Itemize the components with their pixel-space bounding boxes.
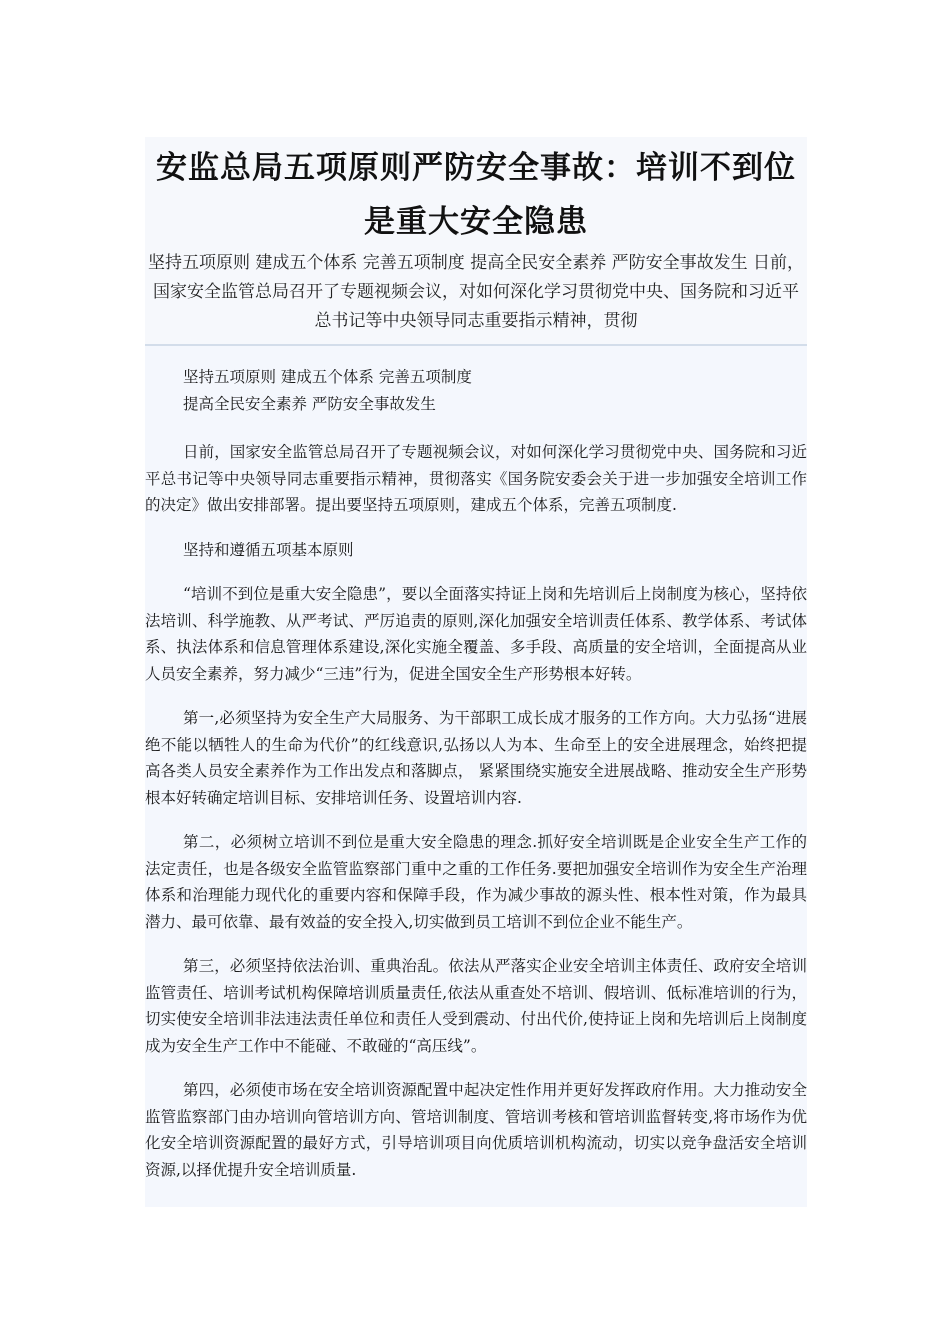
body-paragraph: 第二，必须树立培训不到位是重大安全隐患的理念.抓好安全培训既是企业安全生产工作的法定责任，也是各级安全监管监察部门重中之重的工作任务.要把加强安全培训作为安全生产治理体系和治理能力现代化的重要内容和保障手段，作为减少事故的源头性、根本性对策，作为最具潜力、最可依靠、最有效益的安全投入,切实做到员工培训不到位企业不能生产。 [145,833,807,931]
body-paragraph: 第三，必须坚持依法治训、重典治乱。依法从严落实企业安全培训主体责任、政府安全培训监管责任、培训考试机构保障培训质量责任,依法从重查处不培训、假培训、低标准培训的行为，切实使安全培训非法违法责任单位和责任人受到震动、付出代价,使持证上岗和先培训后上岗制度成为安全生产工作中不能碰、不敢碰的“高压线”。 [145,957,807,1055]
body-paragraph: 第一,必须坚持为安全生产大局服务、为干部职工成长成才服务的工作方向。大力弘扬“进展绝不能以牺牲人的生命为代价”的红线意识,弘扬以人为本、生命至上的安全进展理念，始终把提高各类人员安全素养作为工作出发点和落脚点， 紧紧围绕实施安全进展战略、推动安全生产形势根本好转确定培训目标、安排培训任务、设置培训内容. [145,709,807,807]
body-paragraph: 日前，国家安全监管总局召开了专题视频会议，对如何深化学习贯彻党中央、国务院和习近平总书记等中央领导同志重要指示精神，贯彻落实《国务院安委会关于进一步加强安全培训工作的决定》做出安排部署。提出要坚持五项原则，建成五个体系，完善五项制度. [145,443,807,514]
body-paragraph: 第四，必须使市场在安全培训资源配置中起决定性作用并更好发挥政府作用。大力推动安全监管监察部门由办培训向管培训方向、管培训制度、管培训考核和管培训监督转变,将市场作为优化安全培训资源配置的最好方式，引导培训项目向优质培训机构流动，切实以竞争盘活安全培训资源,以择优提升安全培训质量. [145,1081,807,1179]
article-title: 安监总局五项原则严防安全事故：培训不到位是重大安全隐患 [156,150,796,240]
lead-line: 坚持五项原则 建成五个体系 完善五项制度 [183,368,472,386]
section-heading: 坚持和遵循五项基本原则 [183,540,354,559]
body-paragraph: “培训不到位是重大安全隐患”，要以全面落实持证上岗和先培训后上岗制度为核心，坚持依法培训、科学施教、从严考试、严厉追责的原则,深化加强安全培训责任体系、教学体系、考试体系、执法体系和信息管理体系建设,深化实施全覆盖、多手段、高质量的安全培训，全面提高从业人员安全素养，努力减少“三违”行为，促进全国安全生产形势根本好转。 [145,585,807,683]
article-body [145,346,807,1207]
article-summary: 坚持五项原则 建成五个体系 完善五项制度 提高全民安全素养 严防安全事故发生 日前，国家安全监管总局召开了专题视频会议，对如何深化学习贯彻党中央、国务院和习近平总书记等中央领导同志重要指示精神，贯彻 [147,253,805,331]
document-page [145,137,807,1207]
article-header [145,137,807,344]
lead-line: 提高全民安全素养 严防安全事故发生 [183,394,436,413]
